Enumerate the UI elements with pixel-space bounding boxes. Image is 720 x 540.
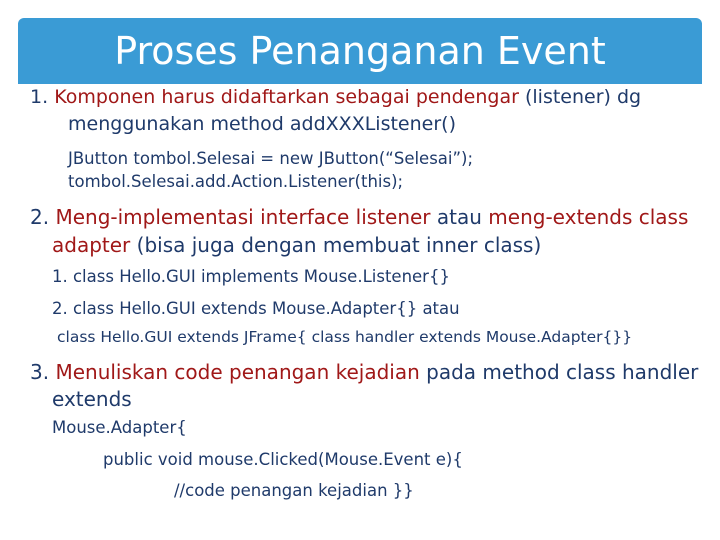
point-1-code-line-2: tombol.Selesai.add.Action.Listener(this); (68, 172, 404, 191)
point-1-continuation: menggunakan method addXXXListener() (68, 113, 456, 135)
point-3-line (30, 360, 698, 384)
point-2-item-1: 1. class Hello.GUI implements Mouse.Listener{} (52, 267, 450, 286)
point-1-red-text: Komponen harus didaftarkan sebagai pendengar (54, 86, 519, 108)
point-2-mid: atau (436, 205, 482, 229)
point-2-number: 2. (30, 205, 50, 229)
point-2-cont-red: adapter (52, 233, 131, 257)
point-2-line (30, 205, 688, 229)
point-1-line (30, 86, 641, 108)
point-1-tail: (listener) dg (524, 86, 642, 108)
slide-title: Proses Penanganan Event (114, 29, 606, 73)
point-2-red-text: Meng-implementasi interface listener (55, 205, 431, 229)
title-bar (18, 18, 702, 84)
point-3-code-line-3: //code penangan kejadian }} (174, 481, 414, 500)
point-2-continuation (52, 233, 541, 257)
point-2-item-2: 2. class Hello.GUI extends Mouse.Adapter{} atau (52, 299, 460, 318)
point-1-code-line-1: JButton tombol.Selesai = new JButton(“Selesai”); (68, 149, 474, 168)
point-3-tail: pada method class handler (426, 360, 699, 384)
point-1-number: 1. (30, 86, 49, 108)
point-3-red-text: Menuliskan code penangan kejadian (55, 360, 420, 384)
point-2-red-text-2: meng-extends class (488, 205, 689, 229)
point-3-continuation: extends (52, 387, 132, 411)
point-3-code-line-2: public void mouse.Clicked(Mouse.Event e){ (103, 450, 463, 469)
point-3-code-line-1: Mouse.Adapter{ (52, 418, 187, 437)
point-3-number: 3. (30, 360, 50, 384)
point-2-cont-tail: (bisa juga dengan membuat inner class) (136, 233, 542, 257)
point-2-item-3: class Hello.GUI extends JFrame{ class handler extends Mouse.Adapter{}} (57, 328, 633, 346)
